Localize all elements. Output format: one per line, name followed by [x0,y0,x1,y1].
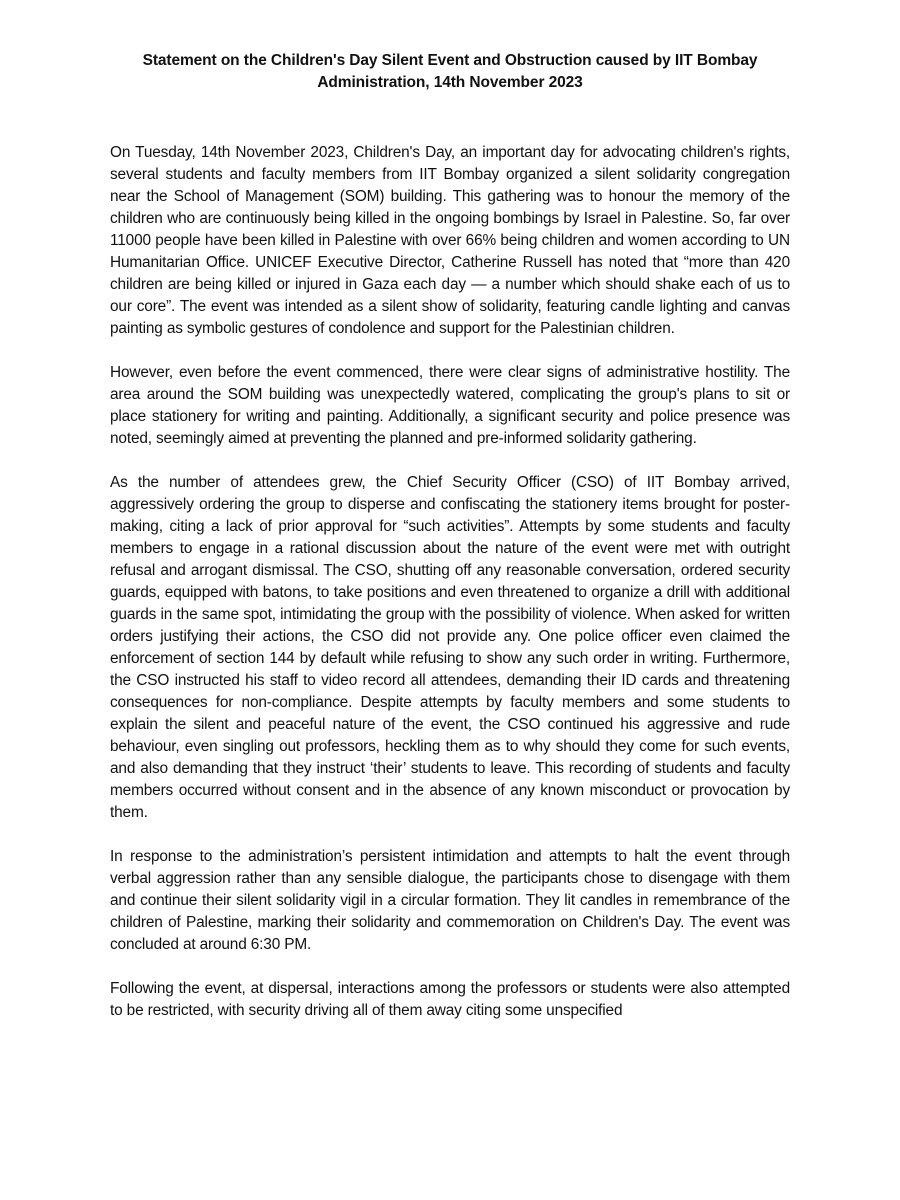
title-line-2: Administration, 14th November 2023 [317,74,583,91]
paragraph-administrative-hostility: However, even before the event commenced, there were clear signs of administrative hostility. The area around the SOM building was unexpectedly watered, complicating the group's plans to sit or place stationery for writing and painting. Additionally, a significant security and police presence was noted, seemingly aimed at preventing the planned and pre-informed solidarity gathering. [110,364,790,447]
document-title [110,50,790,94]
paragraph-cso-actions: As the number of attendees grew, the Chief Security Officer (CSO) of IIT Bombay arrived, aggressively ordering the group to disperse and confiscating the stationery items brought for poster-making, citing a lack of prior approval for “such activities”. Attempts by some students and faculty members to engage in a rational discussion about the nature of the event were met with outright refusal and arrogant dismissal. The CSO, shutting off any reasonable conversation, ordered security guards, equipped with batons, to take positions and even threatened to organize a drill with additional guards in the same spot, intimidating the group with the possibility of violence. When asked for written orders justifying their actions, the CSO did not provide any. One police officer even claimed the enforcement of section 144 by default while refusing to show any such order in writing. Furthermore, the CSO instructed his staff to video record all attendees, demanding their ID cards and threatening consequences for non-compliance. Despite attempts by faculty members and some students to explain the silent and peaceful nature of the event, the CSO continued his aggressive and rude behaviour, even singling out professors, heckling them as to why should they come for such events, and also demanding that they instruct ‘their’ students to leave. This recording of students and faculty members occurred without consent and in the absence of any known misconduct or provocation by them. [110,474,790,821]
paragraph-event-description: On Tuesday, 14th November 2023, Children's Day, an important day for advocating children's rights, several students and faculty members from IIT Bombay organized a silent solidarity congregation near the School of Management (SOM) building. This gathering was to honour the memory of the children who are continuously being killed in the ongoing bombings by Israel in Palestine. So, far over 11000 people have been killed in Palestine with over 66% being children and women according to UN Humanitarian Office. UNICEF Executive Director, Catherine Russell has noted that “more than 420 children are being killed or injured in Gaza each day — a number which should shake each of us to our core”. The event was intended as a silent show of solidarity, featuring candle lighting and canvas painting as symbolic gestures of condolence and support for the Palestinian children. [110,144,790,337]
paragraph-participants-response: In response to the administration’s persistent intimidation and attempts to halt the event through verbal aggression rather than any sensible dialogue, the participants chose to disengage with them and continue their silent solidarity vigil in a circular formation. They lit candles in remembrance of the children of Palestine, marking their solidarity and commemoration on Children's Day. The event was concluded at around 6:30 PM. [110,848,790,953]
title-line-1: Statement on the Children's Day Silent Event and Obstruction caused by IIT Bombay [142,52,758,69]
paragraph-following-event: Following the event, at dispersal, interactions among the professors or students were also attempted to be restricted, with security driving all of them away citing some unspecified [110,980,790,1019]
